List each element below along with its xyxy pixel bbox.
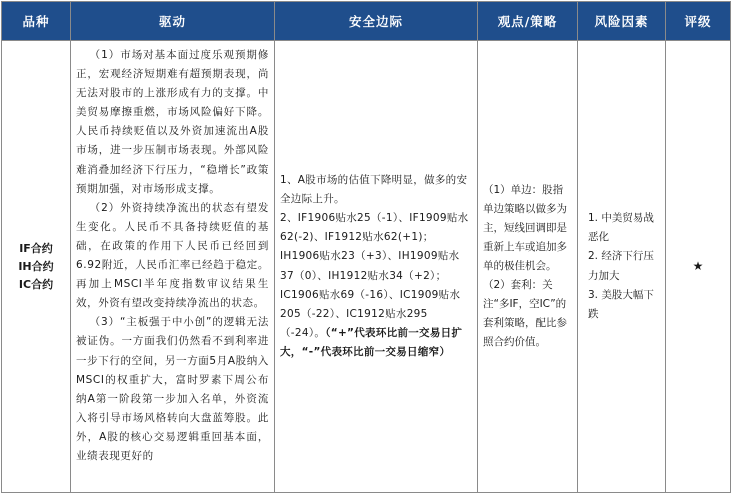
view-arbitrage: （2）套利：关注“多IF，空IC”的套利策略，配比参照合约价值。 — [483, 279, 567, 349]
rating-cell — [666, 41, 731, 493]
header-rating: 评级 — [666, 2, 731, 41]
header-row — [2, 2, 731, 41]
risk-item-1: 1. 中美贸易战恶化 — [588, 212, 654, 244]
view-strategy-cell — [478, 41, 578, 493]
header-product: 品种 — [2, 2, 71, 41]
header-drivers: 驱动 — [71, 2, 275, 41]
table-row — [2, 41, 731, 493]
product-if: IF合约 — [19, 241, 53, 255]
safety-margin-cell — [275, 41, 478, 493]
strategy-table — [1, 1, 731, 493]
safety-point-2 — [280, 209, 472, 362]
view-single-direction: （1）单边：股指单边策略以做多为主，短线回调即是重新上车或追加多单的极佳机会。 — [483, 183, 567, 272]
basis-values: 2、IF1906贴水25（-1）、IF1909贴水62(-2)、IF1912贴水62(+1)；IH1906贴水23（+3）、IH1909贴水37（0）、IH1912贴水34（+2）；IC1906贴水69（-16）、IC1909贴水205（-22）、IC1912贴水295（-24）。 — [280, 212, 469, 339]
product-ic: IC合约 — [18, 277, 54, 291]
driver-paragraph-3: （3）“主板强于中小创”的逻辑无法被证伪。一方面我们仍然看不到利率进一步下行的空间，另一方面5月A股纳入MSCI的权重扩大，富时罗素下周公布纳A第一阶段第一步加入名单，外资流入将引导市场风格转向大盘蓝筹股。此外，A股的核心交易逻辑重回基本面，业绩表现更好的 — [76, 316, 269, 462]
product-ih: IH合约 — [18, 259, 54, 273]
basis-note: （“+”代表环比前一交易日扩大，“-”代表环比前一交易日缩窄） — [280, 326, 463, 358]
risk-item-2: 2. 经济下行压力加大 — [588, 250, 654, 282]
header-view-strategy: 观点/策略 — [478, 2, 578, 41]
header-safety-margin: 安全边际 — [275, 2, 478, 41]
driver-paragraph-1: （1）市场对基本面过度乐观预期修正，宏观经济短期难有超预期表现，尚无法对股市的上涨形成有力的支撑。中美贸易摩擦重燃，市场风险偏好下降。人民币持续贬值以及外资加速流出A股市场，进一步压制市场表现。外部风险难消叠加经济下行压力，“稳增长”政策预期加强，对市场形成支撑。 — [76, 49, 269, 195]
header-risk-factors: 风险因素 — [578, 2, 666, 41]
safety-point-1: 1、A股市场的估值下降明显，做多的安全边际上升。 — [280, 174, 468, 206]
rating-star-icon: ★ — [692, 258, 704, 273]
driver-paragraph-2: （2）外资持续净流出的状态有望发生变化。人民币不具备持续贬值的基础，在政策的作用下人民币已经回到6.92附近，人民币汇率已经趋于稳定。再加上MSCI半年度指数审议结果生效，外资有望改变持续净流出的状态。 — [76, 201, 269, 310]
risk-factors-cell — [578, 41, 666, 493]
product-cell — [2, 41, 71, 493]
risk-item-3: 3. 美股大幅下跌 — [588, 288, 654, 320]
drivers-cell — [71, 41, 275, 493]
